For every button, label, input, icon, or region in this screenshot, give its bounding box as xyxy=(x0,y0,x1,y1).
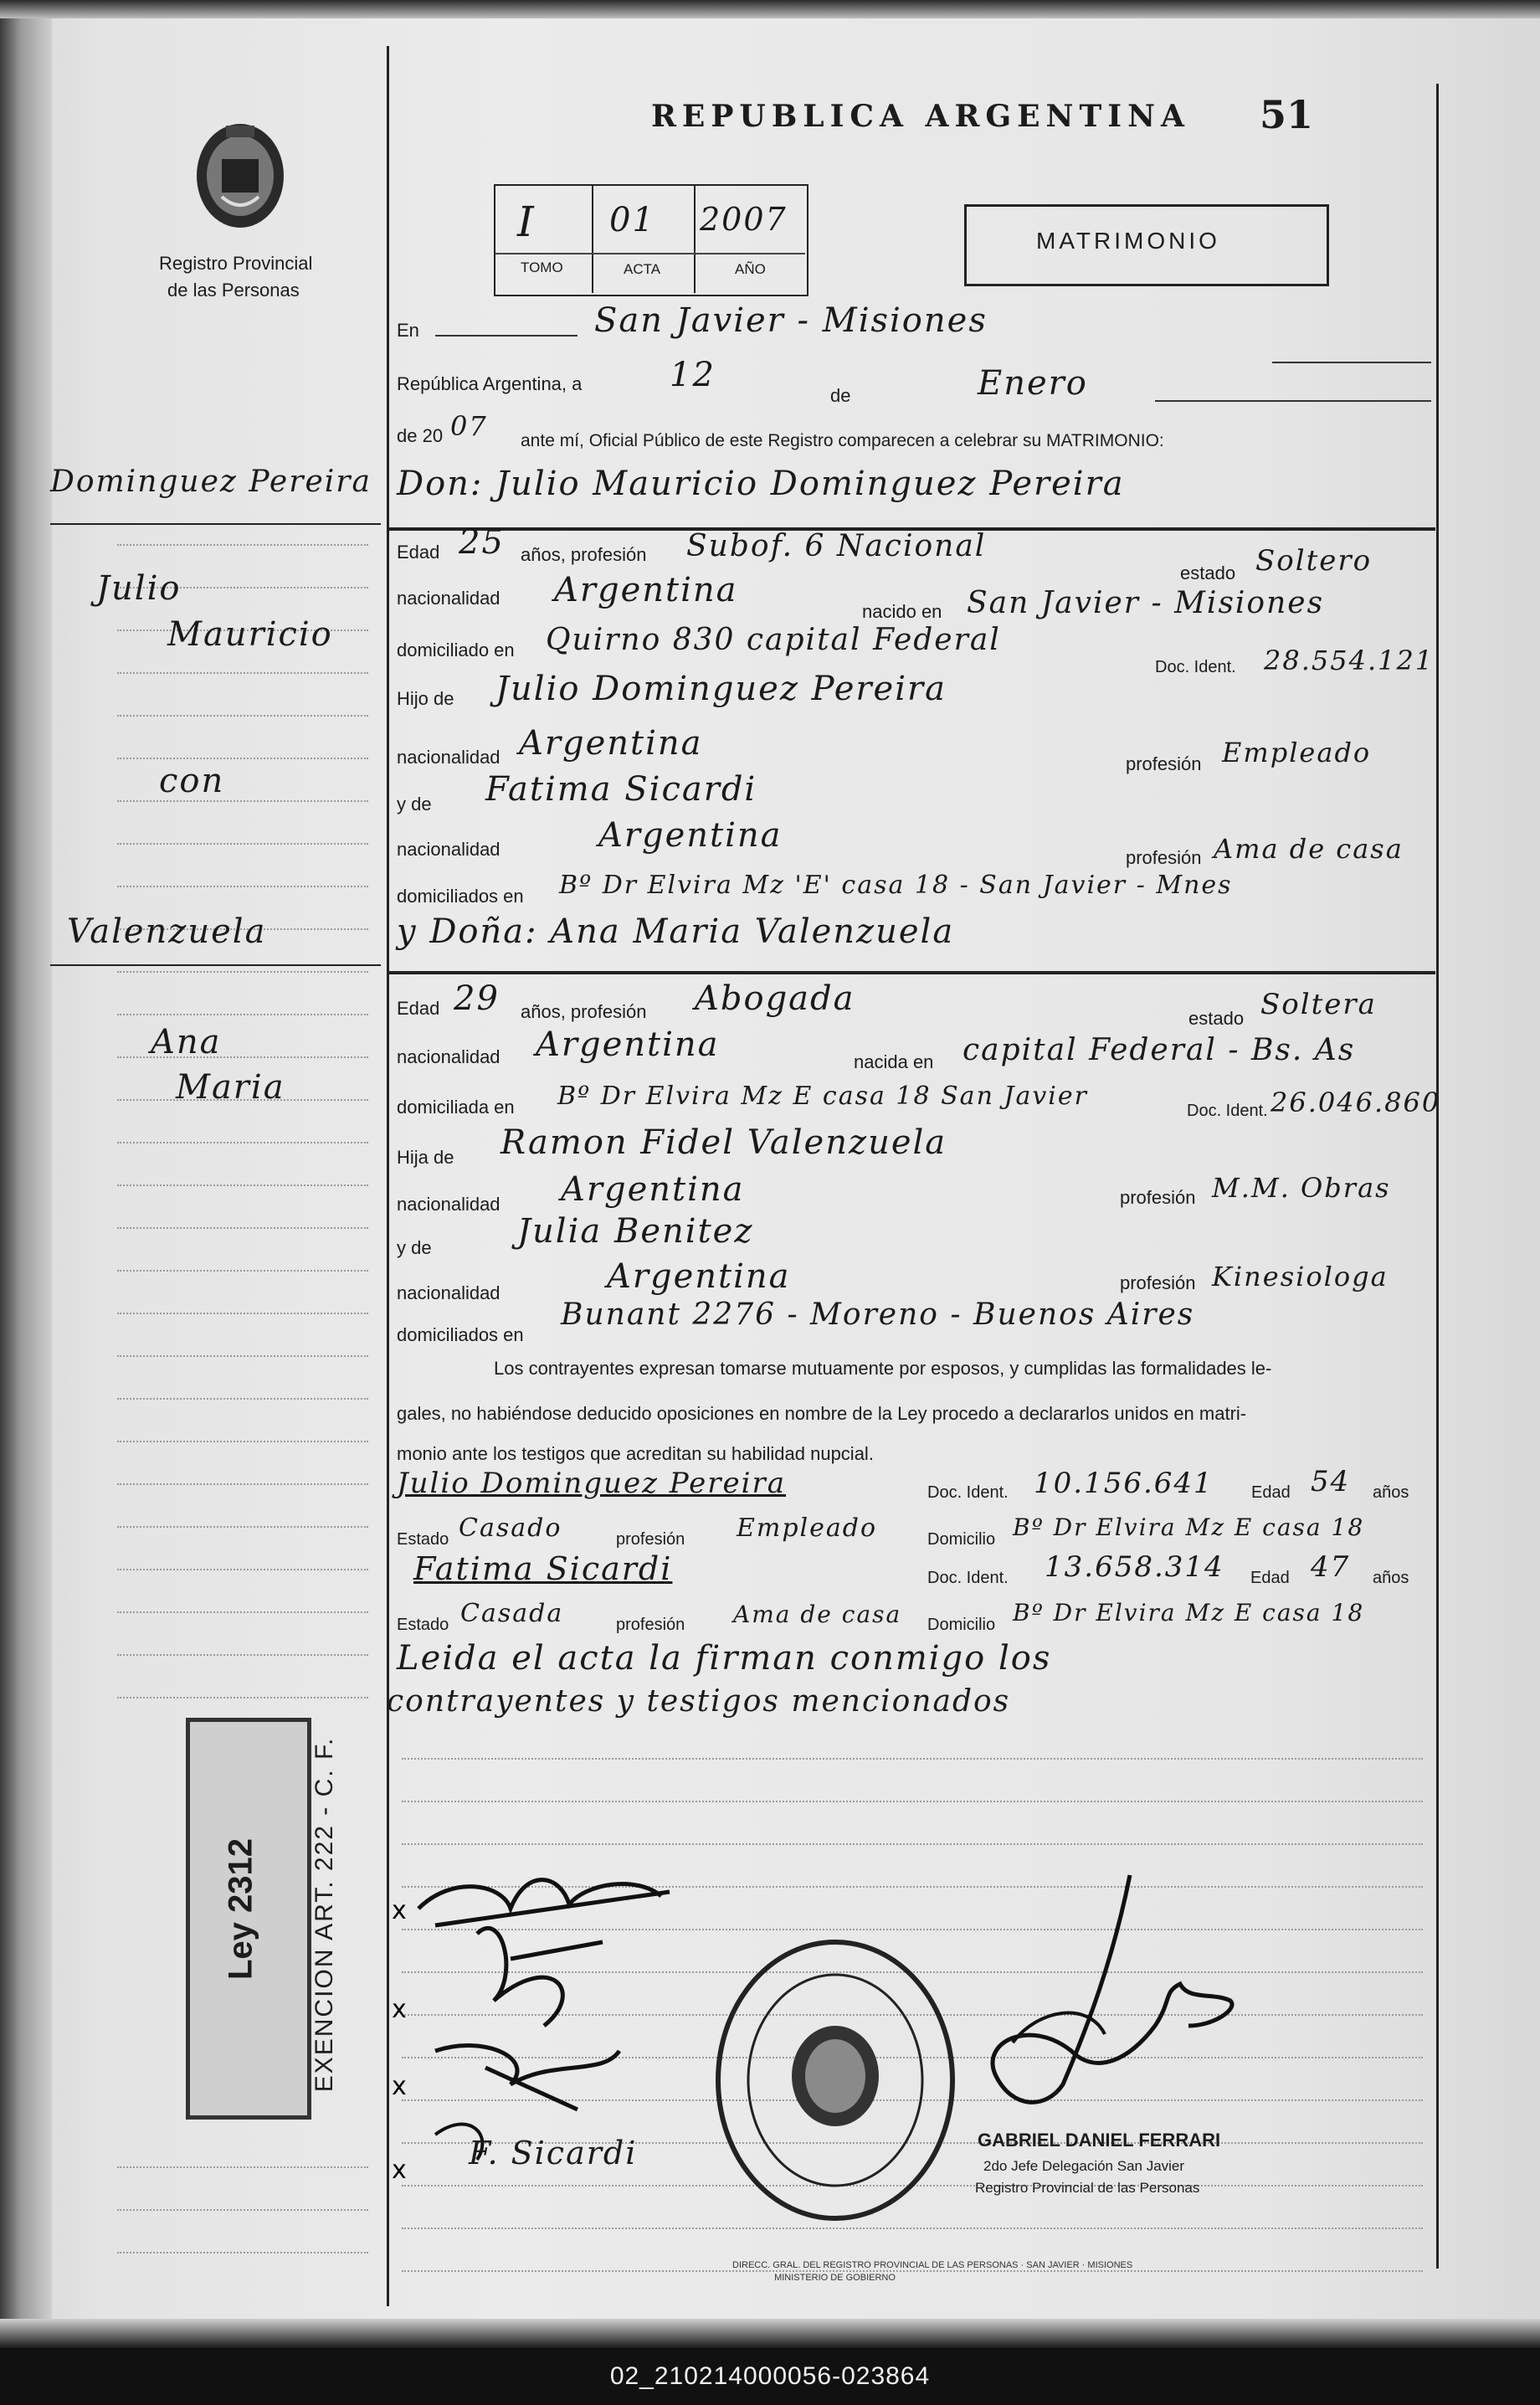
body-ruled-line xyxy=(402,1843,1423,1845)
record-box-label-rule xyxy=(495,253,805,254)
label-nacionalidad: nacionalidad xyxy=(397,839,501,860)
margin-ruled-line xyxy=(117,1483,368,1485)
wife-mother-profession: Kinesiologa xyxy=(1212,1261,1389,1292)
seal-inner-text: MINISTERIO DE GOBIERNO xyxy=(774,2273,896,2283)
record-box-divider xyxy=(694,186,696,293)
label-profesion: profesión xyxy=(1120,1187,1196,1208)
margin-ruled-line xyxy=(117,1185,368,1186)
husband-age: 25 xyxy=(459,523,505,562)
label-domiciliada-en: domiciliada en xyxy=(397,1097,515,1118)
ano-value: 2007 xyxy=(700,201,788,238)
witness-signature-text: F. Sicardi xyxy=(469,2135,638,2171)
label-nacionalidad: nacionalidad xyxy=(397,1282,501,1303)
officer-signature xyxy=(963,1858,1264,2126)
wife-father-nationality: Argentina xyxy=(561,1170,745,1209)
lugar-value: San Javier - Misiones xyxy=(594,301,988,340)
label-profesion: profesión xyxy=(1126,753,1202,774)
agency-name-line1: Registro Provincial xyxy=(159,253,313,274)
margin-wife-given-1: Ana xyxy=(151,1023,222,1061)
wife-parents-address: Bunant 2276 - Moreno - Buenos Aires xyxy=(561,1298,1195,1332)
legal-paragraph-2: gales, no habiéndose deducido oposiciones en nombre de la Ley procedo a declararlos unidos en matri- xyxy=(397,1403,1247,1424)
margin-ruled-line xyxy=(117,715,368,717)
husband-birthplace: San Javier - Misiones xyxy=(967,586,1325,620)
margin-ruled-line xyxy=(117,544,368,546)
label-en: En xyxy=(397,320,419,341)
svg-text:x: x xyxy=(392,1995,407,2024)
husband-doc-number: 28.554.121 xyxy=(1264,645,1435,676)
margin-ruled-line xyxy=(117,1611,368,1613)
margin-ruled-line xyxy=(117,2252,368,2253)
husband-parents-address: Bº Dr Elvira Mz 'E' casa 18 - San Javier - Mnes xyxy=(559,871,1233,900)
label-domiciliados-en: domiciliados en xyxy=(397,1324,524,1345)
husband-mother-nationality: Argentina xyxy=(598,816,783,855)
exemption-law: Ley 2312 xyxy=(222,1837,259,1981)
wife-status: Soltera xyxy=(1260,988,1377,1021)
label-anos: años xyxy=(1373,1483,1409,1502)
margin-conjunction: con xyxy=(159,762,225,800)
margin-ruled-line xyxy=(117,1142,368,1143)
wife-full-name: y Doña: Ana Maria Valenzuela xyxy=(397,912,955,951)
fill-line xyxy=(435,335,578,337)
label-estado: Estado xyxy=(397,1530,449,1549)
wife-doc-number: 26.046.860 xyxy=(1270,1087,1441,1118)
country-title: REPUBLICA ARGENTINA xyxy=(651,99,1190,134)
label-hija-de: Hija de xyxy=(397,1147,454,1168)
witness2-status: Casada xyxy=(460,1599,564,1628)
husband-mother: Fatima Sicardi xyxy=(485,770,757,809)
label-nacido-en: nacido en xyxy=(862,601,942,622)
wife-father: Ramon Fidel Valenzuela xyxy=(501,1123,947,1162)
witness2-name: Fatima Sicardi xyxy=(413,1550,673,1587)
wife-nationality: Argentina xyxy=(536,1025,720,1064)
margin-ruled-line xyxy=(117,1654,368,1656)
margin-rule xyxy=(50,964,381,966)
acta-value: 01 xyxy=(609,201,655,239)
margin-husband-surname: Dominguez Pereira xyxy=(50,465,372,499)
mes-value: Enero xyxy=(978,364,1088,403)
label-de: de xyxy=(830,385,851,406)
margin-ruled-line xyxy=(117,672,368,674)
witness1-profession: Empleado xyxy=(737,1513,878,1543)
wife-birthplace: capital Federal - Bs. As xyxy=(963,1033,1356,1067)
record-box-divider xyxy=(592,186,593,293)
witness2-address: Bº Dr Elvira Mz E casa 18 xyxy=(1013,1599,1365,1626)
wife-mother: Julia Benitez xyxy=(517,1212,754,1251)
officer-title-2: Registro Provincial de las Personas xyxy=(975,2180,1200,2196)
page-bottom-edge xyxy=(0,2319,1540,2348)
margin-husband-given-2: Mauricio xyxy=(167,615,333,654)
margin-ruled-line xyxy=(117,2166,368,2168)
legal-paragraph-1: Los contrayentes expresan tomarse mutuamente por esposos, y cumplidas las formalidades le- xyxy=(494,1358,1272,1379)
svg-text:x: x xyxy=(392,2072,407,2101)
label-de-20: de 20 xyxy=(397,425,444,446)
label-profesion: profesión xyxy=(1120,1272,1196,1293)
label-hijo-de: Hijo de xyxy=(397,688,454,709)
fill-line xyxy=(1155,400,1431,402)
file-id-footer: 02_210214000056-023864 xyxy=(0,2348,1540,2405)
husband-father-profession: Empleado xyxy=(1222,737,1372,768)
label-edad: Edad xyxy=(397,998,440,1019)
margin-ruled-line xyxy=(117,1526,368,1528)
svg-text:x: x xyxy=(392,1896,407,1925)
fill-line xyxy=(1272,362,1431,363)
label-anos: años xyxy=(1373,1569,1409,1587)
officer-title-1: 2do Jefe Delegación San Javier xyxy=(983,2158,1185,2174)
label-nacionalidad: nacionalidad xyxy=(397,747,501,768)
husband-full-name: Don: Julio Mauricio Dominguez Pereira xyxy=(397,465,1125,503)
husband-mother-profession: Ama de casa xyxy=(1214,833,1404,865)
margin-ruled-line xyxy=(117,843,368,845)
label-ante-mi: ante mí, Oficial Público de este Registro comparecen a celebrar su MATRIMONIO: xyxy=(521,431,1164,450)
page-number: 51 xyxy=(1260,92,1314,137)
label-edad: Edad xyxy=(1251,1483,1291,1502)
body-ruled-line xyxy=(402,2270,1423,2272)
label-domiciliado-en: domiciliado en xyxy=(397,640,515,660)
label-nacionalidad: nacionalidad xyxy=(397,588,501,609)
husband-nationality: Argentina xyxy=(554,571,738,609)
witness2-doc: 13.658.314 xyxy=(1045,1550,1224,1584)
closing-line-1: Leida el acta la firman conmigo los xyxy=(397,1639,1052,1678)
label-edad: Edad xyxy=(397,542,440,563)
label-domicilio: Domicilio xyxy=(927,1530,996,1549)
label-doc-ident: Doc. Ident. xyxy=(1187,1102,1268,1120)
official-seal-icon xyxy=(710,1934,961,2227)
margin-rule xyxy=(50,523,381,525)
witness1-doc: 10.156.641 xyxy=(1034,1467,1214,1500)
label-y-de: y de xyxy=(397,1237,432,1258)
wife-mother-nationality: Argentina xyxy=(607,1257,791,1296)
margin-ruled-line xyxy=(117,1441,368,1442)
witness1-status: Casado xyxy=(459,1513,562,1543)
ano-suffix-value: 07 xyxy=(450,410,488,442)
tomo-label: TOMO xyxy=(521,260,563,275)
label-nacida-en: nacida en xyxy=(854,1051,934,1072)
margin-husband-given-1: Julio xyxy=(96,569,182,608)
margin-ruled-line xyxy=(117,800,368,802)
witness1-name: Julio Dominguez Pereira xyxy=(397,1467,787,1500)
margin-ruled-line xyxy=(117,1313,368,1314)
label-profesion: profesión xyxy=(616,1616,685,1634)
husband-address: Quirno 830 capital Federal xyxy=(546,623,1001,657)
margin-wife-given-2: Maria xyxy=(176,1068,285,1107)
label-nacionalidad: nacionalidad xyxy=(397,1046,501,1067)
margin-ruled-line xyxy=(117,1014,368,1015)
book-spine xyxy=(0,0,52,2348)
agency-name-line2: de las Personas xyxy=(167,280,300,301)
label-estado: Estado xyxy=(397,1616,449,1634)
provincial-crest-icon xyxy=(188,113,293,239)
right-border xyxy=(1436,84,1439,2269)
husband-profession: Subof. 6 Nacional xyxy=(686,529,987,563)
label-doc-ident: Doc. Ident. xyxy=(927,1483,1009,1502)
officer-name: GABRIEL DANIEL FERRARI xyxy=(978,2130,1221,2151)
label-y-de: y de xyxy=(397,794,432,815)
margin-ruled-line xyxy=(117,2209,368,2211)
wife-age: 29 xyxy=(454,979,500,1018)
label-profesion: profesión xyxy=(616,1530,685,1549)
svg-text:x: x xyxy=(392,2156,407,2185)
margin-ruled-line xyxy=(117,1227,368,1229)
body-ruled-line xyxy=(402,2228,1423,2229)
label-estado: estado xyxy=(1188,1008,1245,1029)
label-domiciliados-en: domiciliados en xyxy=(397,886,524,907)
margin-wife-surname: Valenzuela xyxy=(67,912,267,951)
margin-ruled-line xyxy=(117,758,368,759)
husband-status: Soltero xyxy=(1255,544,1373,578)
body-ruled-line xyxy=(402,1801,1423,1802)
wife-address: Bº Dr Elvira Mz E casa 18 San Javier xyxy=(557,1082,1088,1111)
label-doc-ident: Doc. Ident. xyxy=(1155,658,1236,676)
margin-ruled-line xyxy=(117,886,368,887)
section-rule xyxy=(389,971,1435,974)
margin-ruled-line xyxy=(117,971,368,973)
margin-ruled-line xyxy=(117,1355,368,1357)
record-type: MATRIMONIO xyxy=(1036,228,1220,254)
label-doc-ident: Doc. Ident. xyxy=(927,1569,1009,1587)
exemption-text: EXENCION ART. 222 - C. F. xyxy=(311,1736,338,2093)
label-anos-profesion: años, profesión xyxy=(521,544,647,565)
label-estado: estado xyxy=(1180,563,1236,583)
seal-text: DIRECC. GRAL. DEL REGISTRO PROVINCIAL DE LAS PERSONAS · SAN JAVIER · MISIONES xyxy=(732,2260,1133,2270)
margin-ruled-line xyxy=(117,1569,368,1570)
witness1-age: 54 xyxy=(1311,1465,1351,1498)
acta-label: ACTA xyxy=(624,261,661,277)
label-anos-profesion: años, profesión xyxy=(521,1001,647,1022)
tomo-value: I xyxy=(517,198,536,246)
wife-father-profession: M.M. Obras xyxy=(1212,1172,1391,1204)
page-top-edge xyxy=(0,0,1540,18)
label-nacionalidad: nacionalidad xyxy=(397,1194,501,1215)
ano-label: AÑO xyxy=(735,261,766,277)
margin-ruled-line xyxy=(117,1270,368,1272)
wife-profession: Abogada xyxy=(695,979,855,1018)
husband-father: Julio Dominguez Pereira xyxy=(495,670,947,708)
closing-line-2: contrayentes y testigos mencionados xyxy=(387,1684,1011,1719)
label-edad: Edad xyxy=(1250,1569,1290,1587)
husband-father-nationality: Argentina xyxy=(519,724,703,763)
witness2-age: 47 xyxy=(1311,1550,1351,1584)
witness1-address: Bº Dr Elvira Mz E casa 18 xyxy=(1013,1513,1365,1541)
body-ruled-line xyxy=(402,1758,1423,1760)
label-profesion: profesión xyxy=(1126,847,1202,868)
legal-paragraph-3: monio ante los testigos que acreditan su habilidad nupcial. xyxy=(397,1443,874,1464)
margin-ruled-line xyxy=(117,1398,368,1400)
dia-value: 12 xyxy=(670,356,716,394)
witness2-profession: Ama de casa xyxy=(733,1601,902,1628)
label-republica: República Argentina, a xyxy=(397,373,583,394)
label-domicilio: Domicilio xyxy=(927,1616,996,1634)
